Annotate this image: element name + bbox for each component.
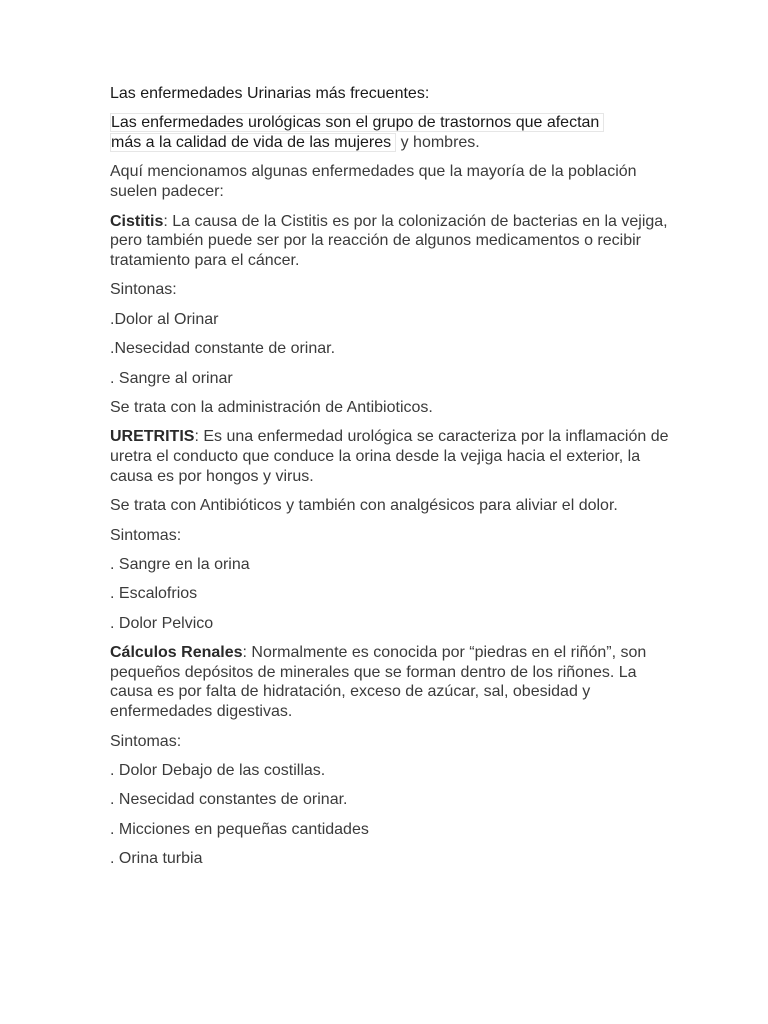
uretritis-description: : Es una enfermedad urológica se caracteriza por la inflamación de uretra el conducto que conduce la orina desde la vejiga hacia el exterior, la causa es por hongos y virus.: [110, 428, 669, 485]
uretritis-term: URETRITIS: [110, 428, 195, 446]
cistitis-treatment: Se trata con la administración de Antibioticos.: [110, 398, 433, 416]
cistitis-symptom-item: .Dolor al Orinar: [110, 310, 219, 328]
cistitis-description: : La causa de la Cistitis es por la colonización de bacterias en la vejiga, pero también puede ser por la reacción de algunos medicamentos o recibir tratamiento para el cáncer.: [110, 212, 668, 269]
uretritis-symptom-item: . Dolor Pelvico: [110, 614, 214, 632]
intro-highlight-line-2: más a la calidad de vida de las mujeres: [110, 133, 396, 152]
uretritis-treatment: Se trata con Antibióticos y también con analgésicos para aliviar el dolor.: [110, 497, 618, 515]
calculos-symptom-item: . Orina turbia: [110, 850, 203, 868]
calculos-term: Cálculos Renales: [110, 644, 243, 662]
intro-paragraph: [110, 113, 670, 152]
calculos-symptom-item: . Micciones en pequeñas cantidades: [110, 820, 369, 838]
uretritis-symptom-item: . Sangre en la orina: [110, 555, 250, 573]
uretritis-symptoms-label: Sintomas:: [110, 526, 182, 544]
mention-paragraph: Aquí mencionamos algunas enfermedades que la mayoría de la población suelen padecer:: [110, 163, 637, 201]
uretritis-paragraph: [110, 427, 670, 486]
document-body: [110, 84, 670, 879]
intro-tail: y hombres.: [396, 134, 480, 152]
document-heading: Las enfermedades Urinarias más frecuentes:: [110, 85, 430, 102]
calculos-symptom-item: . Nesecidad constantes de orinar.: [110, 791, 348, 809]
calculos-description: : Normalmente es conocida por “piedras en el riñón”, son pequeños depósitos de minerales que se forman dentro de los riñones. La causa es por falta de hidratación, exceso de azúcar, sal, obesidad y enfermedades digestivas.: [110, 644, 647, 721]
calculos-symptoms-label: Sintomas:: [110, 732, 182, 750]
cistitis-paragraph: [110, 212, 670, 271]
calculos-paragraph: [110, 643, 670, 722]
uretritis-symptom-item: . Escalofrios: [110, 585, 198, 603]
calculos-symptom-item: . Dolor Debajo de las costillas.: [110, 761, 326, 779]
intro-highlight-line-1: Las enfermedades urológicas son el grupo de trastornos que afectan: [110, 113, 604, 132]
cistitis-symptom-item: . Sangre al orinar: [110, 369, 233, 387]
cistitis-symptoms-label: Sintonas:: [110, 281, 177, 299]
cistitis-symptom-item: .Nesecidad constante de orinar.: [110, 340, 336, 358]
cistitis-term: Cistitis: [110, 212, 164, 230]
